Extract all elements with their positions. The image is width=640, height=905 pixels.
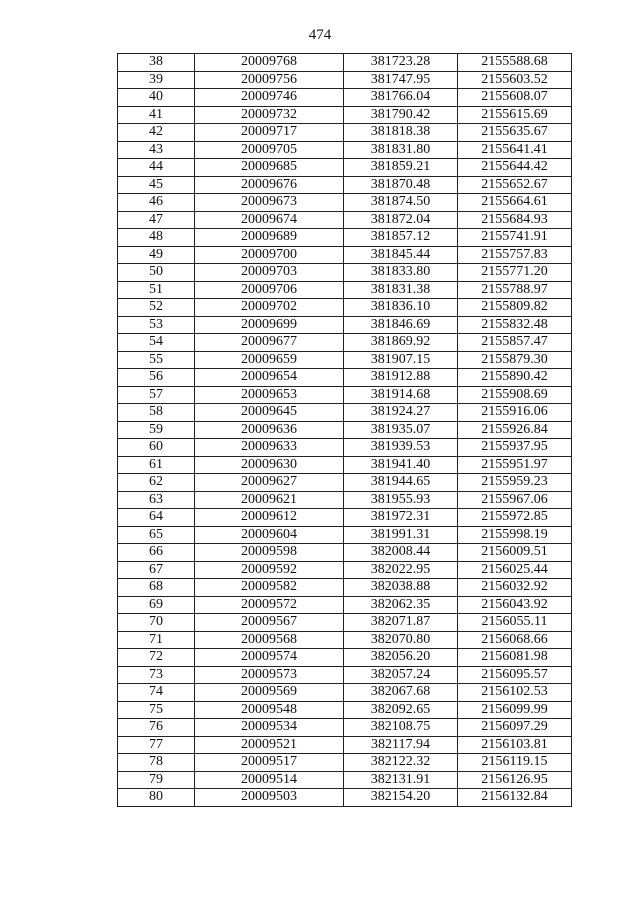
point-number-cell: 52 <box>118 299 195 317</box>
table-row <box>118 404 572 422</box>
point-number-cell: 60 <box>118 439 195 457</box>
table-row <box>118 386 572 404</box>
x-coordinate-cell: 381874.50 <box>344 194 458 212</box>
point-id-cell: 20009598 <box>195 544 344 562</box>
x-coordinate-cell: 382092.65 <box>344 701 458 719</box>
point-id-cell: 20009700 <box>195 246 344 264</box>
y-coordinate-cell: 2155916.06 <box>458 404 572 422</box>
table-row <box>118 701 572 719</box>
table-row <box>118 474 572 492</box>
table-row <box>118 211 572 229</box>
point-number-cell: 58 <box>118 404 195 422</box>
y-coordinate-cell: 2155959.23 <box>458 474 572 492</box>
x-coordinate-cell: 381870.48 <box>344 176 458 194</box>
point-number-cell: 71 <box>118 631 195 649</box>
table-row <box>118 456 572 474</box>
point-number-cell: 45 <box>118 176 195 194</box>
point-id-cell: 20009568 <box>195 631 344 649</box>
y-coordinate-cell: 2156119.15 <box>458 754 572 772</box>
point-number-cell: 46 <box>118 194 195 212</box>
y-coordinate-cell: 2155644.42 <box>458 159 572 177</box>
x-coordinate-cell: 382070.80 <box>344 631 458 649</box>
point-number-cell: 59 <box>118 421 195 439</box>
y-coordinate-cell: 2155788.97 <box>458 281 572 299</box>
point-number-cell: 75 <box>118 701 195 719</box>
point-id-cell: 20009582 <box>195 579 344 597</box>
point-number-cell: 76 <box>118 719 195 737</box>
point-id-cell: 20009633 <box>195 439 344 457</box>
x-coordinate-cell: 381872.04 <box>344 211 458 229</box>
table-row <box>118 281 572 299</box>
point-number-cell: 65 <box>118 526 195 544</box>
point-id-cell: 20009621 <box>195 491 344 509</box>
point-id-cell: 20009548 <box>195 701 344 719</box>
point-number-cell: 66 <box>118 544 195 562</box>
point-number-cell: 50 <box>118 264 195 282</box>
x-coordinate-cell: 382038.88 <box>344 579 458 597</box>
x-coordinate-cell: 382122.32 <box>344 754 458 772</box>
x-coordinate-cell: 381939.53 <box>344 439 458 457</box>
point-number-cell: 42 <box>118 124 195 142</box>
y-coordinate-cell: 2155664.61 <box>458 194 572 212</box>
point-id-cell: 20009653 <box>195 386 344 404</box>
y-coordinate-cell: 2155879.30 <box>458 351 572 369</box>
y-coordinate-cell: 2156009.51 <box>458 544 572 562</box>
point-number-cell: 53 <box>118 316 195 334</box>
point-number-cell: 77 <box>118 736 195 754</box>
x-coordinate-cell: 381859.21 <box>344 159 458 177</box>
x-coordinate-cell: 382008.44 <box>344 544 458 562</box>
x-coordinate-cell: 381831.38 <box>344 281 458 299</box>
table-row <box>118 491 572 509</box>
x-coordinate-cell: 381935.07 <box>344 421 458 439</box>
x-coordinate-cell: 381955.93 <box>344 491 458 509</box>
point-id-cell: 20009514 <box>195 771 344 789</box>
y-coordinate-cell: 2156095.57 <box>458 666 572 684</box>
point-id-cell: 20009705 <box>195 141 344 159</box>
point-id-cell: 20009746 <box>195 89 344 107</box>
y-coordinate-cell: 2155608.07 <box>458 89 572 107</box>
point-number-cell: 43 <box>118 141 195 159</box>
x-coordinate-cell: 382022.95 <box>344 561 458 579</box>
x-coordinate-cell: 381833.80 <box>344 264 458 282</box>
y-coordinate-cell: 2155857.47 <box>458 334 572 352</box>
table-row <box>118 141 572 159</box>
point-number-cell: 49 <box>118 246 195 264</box>
table-row <box>118 369 572 387</box>
point-id-cell: 20009572 <box>195 596 344 614</box>
table-row <box>118 614 572 632</box>
point-id-cell: 20009612 <box>195 509 344 527</box>
y-coordinate-cell: 2155641.41 <box>458 141 572 159</box>
x-coordinate-cell: 382056.20 <box>344 649 458 667</box>
point-id-cell: 20009685 <box>195 159 344 177</box>
y-coordinate-cell: 2155890.42 <box>458 369 572 387</box>
coordinates-table <box>117 53 572 807</box>
y-coordinate-cell: 2155635.67 <box>458 124 572 142</box>
x-coordinate-cell: 381991.31 <box>344 526 458 544</box>
x-coordinate-cell: 381747.95 <box>344 71 458 89</box>
y-coordinate-cell: 2156081.98 <box>458 649 572 667</box>
x-coordinate-cell: 381869.92 <box>344 334 458 352</box>
point-id-cell: 20009732 <box>195 106 344 124</box>
point-number-cell: 41 <box>118 106 195 124</box>
table-row <box>118 194 572 212</box>
point-number-cell: 38 <box>118 54 195 72</box>
y-coordinate-cell: 2156126.95 <box>458 771 572 789</box>
point-id-cell: 20009604 <box>195 526 344 544</box>
x-coordinate-cell: 381723.28 <box>344 54 458 72</box>
y-coordinate-cell: 2155684.93 <box>458 211 572 229</box>
table-row <box>118 754 572 772</box>
point-number-cell: 72 <box>118 649 195 667</box>
y-coordinate-cell: 2156055.11 <box>458 614 572 632</box>
x-coordinate-cell: 382057.24 <box>344 666 458 684</box>
table-row <box>118 316 572 334</box>
point-number-cell: 62 <box>118 474 195 492</box>
table-row <box>118 334 572 352</box>
y-coordinate-cell: 2156102.53 <box>458 684 572 702</box>
y-coordinate-cell: 2155603.52 <box>458 71 572 89</box>
x-coordinate-cell: 382071.87 <box>344 614 458 632</box>
table-row <box>118 421 572 439</box>
y-coordinate-cell: 2155615.69 <box>458 106 572 124</box>
point-number-cell: 80 <box>118 789 195 807</box>
y-coordinate-cell: 2155832.48 <box>458 316 572 334</box>
point-number-cell: 61 <box>118 456 195 474</box>
table-row <box>118 789 572 807</box>
point-number-cell: 39 <box>118 71 195 89</box>
table-row <box>118 631 572 649</box>
table-row <box>118 124 572 142</box>
y-coordinate-cell: 2155809.82 <box>458 299 572 317</box>
point-id-cell: 20009706 <box>195 281 344 299</box>
point-id-cell: 20009717 <box>195 124 344 142</box>
x-coordinate-cell: 381944.65 <box>344 474 458 492</box>
table-row <box>118 736 572 754</box>
x-coordinate-cell: 381790.42 <box>344 106 458 124</box>
point-id-cell: 20009673 <box>195 194 344 212</box>
y-coordinate-cell: 2156132.84 <box>458 789 572 807</box>
point-id-cell: 20009567 <box>195 614 344 632</box>
table-row <box>118 54 572 72</box>
table-row <box>118 649 572 667</box>
point-number-cell: 57 <box>118 386 195 404</box>
x-coordinate-cell: 382108.75 <box>344 719 458 737</box>
point-number-cell: 68 <box>118 579 195 597</box>
x-coordinate-cell: 381846.69 <box>344 316 458 334</box>
y-coordinate-cell: 2156068.66 <box>458 631 572 649</box>
point-id-cell: 20009659 <box>195 351 344 369</box>
point-id-cell: 20009674 <box>195 211 344 229</box>
x-coordinate-cell: 382062.35 <box>344 596 458 614</box>
y-coordinate-cell: 2155652.67 <box>458 176 572 194</box>
coordinates-table-body <box>118 54 572 807</box>
point-id-cell: 20009689 <box>195 229 344 247</box>
table-row <box>118 561 572 579</box>
y-coordinate-cell: 2155926.84 <box>458 421 572 439</box>
point-number-cell: 55 <box>118 351 195 369</box>
point-id-cell: 20009630 <box>195 456 344 474</box>
x-coordinate-cell: 381914.68 <box>344 386 458 404</box>
point-number-cell: 51 <box>118 281 195 299</box>
x-coordinate-cell: 382131.91 <box>344 771 458 789</box>
point-id-cell: 20009521 <box>195 736 344 754</box>
table-row <box>118 159 572 177</box>
point-id-cell: 20009569 <box>195 684 344 702</box>
table-row <box>118 229 572 247</box>
x-coordinate-cell: 381924.27 <box>344 404 458 422</box>
point-number-cell: 40 <box>118 89 195 107</box>
point-number-cell: 54 <box>118 334 195 352</box>
point-number-cell: 78 <box>118 754 195 772</box>
table-row <box>118 89 572 107</box>
table-row <box>118 544 572 562</box>
point-id-cell: 20009574 <box>195 649 344 667</box>
point-id-cell: 20009677 <box>195 334 344 352</box>
x-coordinate-cell: 381941.40 <box>344 456 458 474</box>
y-coordinate-cell: 2156025.44 <box>458 561 572 579</box>
y-coordinate-cell: 2156103.81 <box>458 736 572 754</box>
x-coordinate-cell: 381912.88 <box>344 369 458 387</box>
point-number-cell: 69 <box>118 596 195 614</box>
y-coordinate-cell: 2155771.20 <box>458 264 572 282</box>
x-coordinate-cell: 381972.31 <box>344 509 458 527</box>
point-number-cell: 74 <box>118 684 195 702</box>
point-id-cell: 20009503 <box>195 789 344 807</box>
point-id-cell: 20009702 <box>195 299 344 317</box>
table-row <box>118 71 572 89</box>
x-coordinate-cell: 381818.38 <box>344 124 458 142</box>
table-row <box>118 299 572 317</box>
point-id-cell: 20009627 <box>195 474 344 492</box>
y-coordinate-cell: 2155972.85 <box>458 509 572 527</box>
point-number-cell: 67 <box>118 561 195 579</box>
x-coordinate-cell: 381831.80 <box>344 141 458 159</box>
point-number-cell: 48 <box>118 229 195 247</box>
table-row <box>118 246 572 264</box>
x-coordinate-cell: 381907.15 <box>344 351 458 369</box>
point-number-cell: 47 <box>118 211 195 229</box>
table-row <box>118 509 572 527</box>
page-number: 474 <box>308 27 332 43</box>
x-coordinate-cell: 382154.20 <box>344 789 458 807</box>
point-id-cell: 20009517 <box>195 754 344 772</box>
x-coordinate-cell: 381845.44 <box>344 246 458 264</box>
y-coordinate-cell: 2155757.83 <box>458 246 572 264</box>
table-row <box>118 771 572 789</box>
table-row <box>118 684 572 702</box>
table-row <box>118 596 572 614</box>
x-coordinate-cell: 382067.68 <box>344 684 458 702</box>
point-number-cell: 64 <box>118 509 195 527</box>
y-coordinate-cell: 2155998.19 <box>458 526 572 544</box>
point-number-cell: 70 <box>118 614 195 632</box>
table-row <box>118 106 572 124</box>
point-id-cell: 20009592 <box>195 561 344 579</box>
point-id-cell: 20009703 <box>195 264 344 282</box>
point-id-cell: 20009676 <box>195 176 344 194</box>
table-row <box>118 439 572 457</box>
table-row <box>118 264 572 282</box>
y-coordinate-cell: 2156099.99 <box>458 701 572 719</box>
y-coordinate-cell: 2155908.69 <box>458 386 572 404</box>
y-coordinate-cell: 2156032.92 <box>458 579 572 597</box>
x-coordinate-cell: 381857.12 <box>344 229 458 247</box>
table-row <box>118 176 572 194</box>
table-row <box>118 579 572 597</box>
table-row <box>118 351 572 369</box>
table-row <box>118 666 572 684</box>
point-id-cell: 20009699 <box>195 316 344 334</box>
point-id-cell: 20009768 <box>195 54 344 72</box>
point-id-cell: 20009756 <box>195 71 344 89</box>
y-coordinate-cell: 2155951.97 <box>458 456 572 474</box>
point-id-cell: 20009534 <box>195 719 344 737</box>
point-id-cell: 20009654 <box>195 369 344 387</box>
x-coordinate-cell: 381836.10 <box>344 299 458 317</box>
y-coordinate-cell: 2155741.91 <box>458 229 572 247</box>
point-id-cell: 20009573 <box>195 666 344 684</box>
x-coordinate-cell: 381766.04 <box>344 89 458 107</box>
point-id-cell: 20009645 <box>195 404 344 422</box>
y-coordinate-cell: 2155967.06 <box>458 491 572 509</box>
point-number-cell: 56 <box>118 369 195 387</box>
y-coordinate-cell: 2155937.95 <box>458 439 572 457</box>
point-number-cell: 44 <box>118 159 195 177</box>
point-id-cell: 20009636 <box>195 421 344 439</box>
point-number-cell: 63 <box>118 491 195 509</box>
y-coordinate-cell: 2156097.29 <box>458 719 572 737</box>
point-number-cell: 79 <box>118 771 195 789</box>
y-coordinate-cell: 2156043.92 <box>458 596 572 614</box>
y-coordinate-cell: 2155588.68 <box>458 54 572 72</box>
x-coordinate-cell: 382117.94 <box>344 736 458 754</box>
table-row <box>118 526 572 544</box>
table-row <box>118 719 572 737</box>
point-number-cell: 73 <box>118 666 195 684</box>
